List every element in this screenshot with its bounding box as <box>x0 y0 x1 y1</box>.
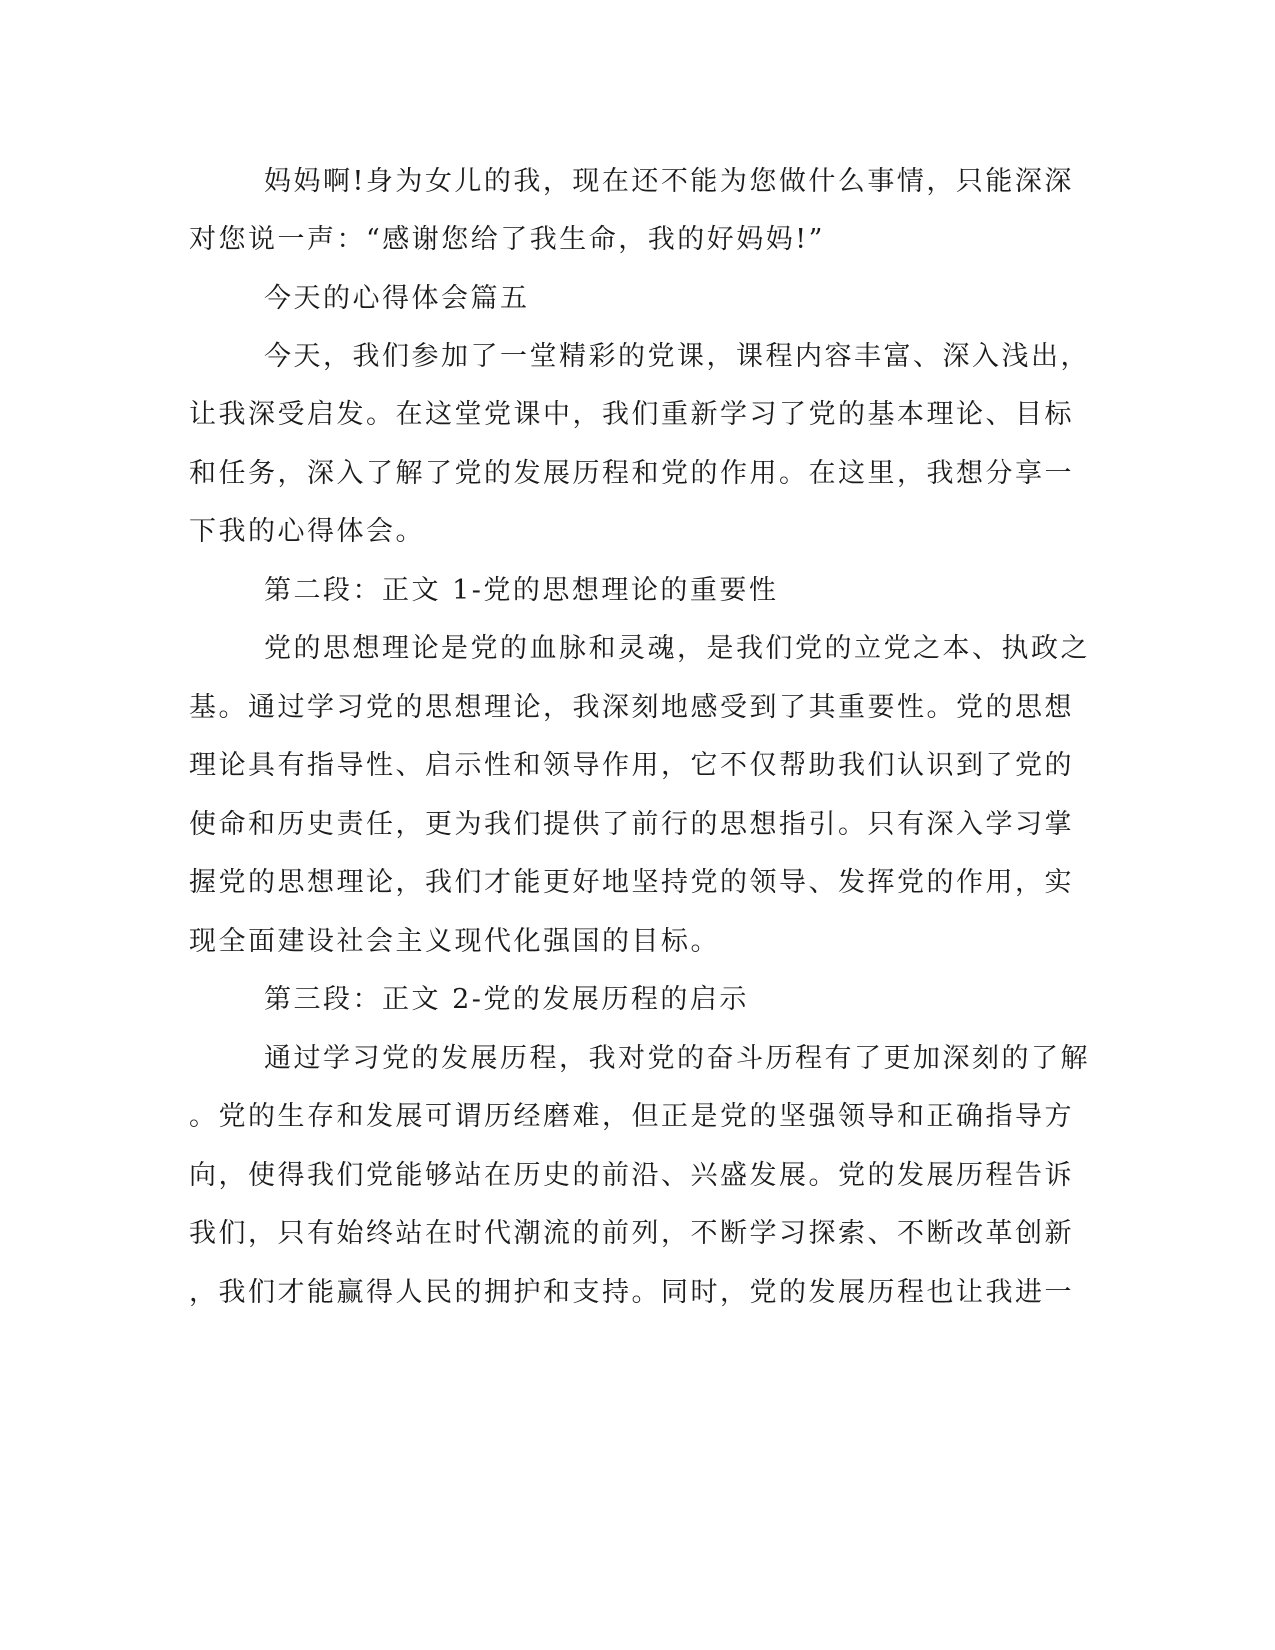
paragraph-line: 通过学习党的发展历程，我对党的奋斗历程有了更加深刻的了解 <box>264 1043 1090 1074</box>
paragraph-line: 下我的心得体会。 <box>189 516 425 547</box>
paragraph-line: 。党的生存和发展可谓历经磨难，但正是党的坚强领导和正确指导方 <box>189 1101 1074 1132</box>
paragraph-line: 让我深受启发。在这堂党课中，我们重新学习了党的基本理论、目标 <box>189 399 1074 430</box>
paragraph-line: ，我们才能赢得人民的拥护和支持。同时，党的发展历程也让我进一 <box>189 1277 1074 1308</box>
paragraph-line: 妈妈啊!身为女儿的我，现在还不能为您做什么事情，只能深深 <box>264 166 1074 197</box>
paragraph-line: 今天，我们参加了一堂精彩的党课，课程内容丰富、深入浅出， <box>264 341 1090 372</box>
paragraph-line: 现全面建设社会主义现代化强国的目标。 <box>189 926 720 957</box>
paragraph-line: 和任务，深入了解了党的发展历程和党的作用。在这里，我想分享一 <box>189 458 1074 489</box>
section-heading: 第二段：正文 1-党的思想理论的重要性 <box>264 575 779 606</box>
section-heading: 今天的心得体会篇五 <box>264 283 530 314</box>
paragraph-line: 握党的思想理论，我们才能更好地坚持党的领导、发挥党的作用，实 <box>189 867 1074 898</box>
paragraph-line: 理论具有指导性、启示性和领导作用，它不仅帮助我们认识到了党的 <box>189 750 1074 781</box>
paragraph-line: 向，使得我们党能够站在历史的前沿、兴盛发展。党的发展历程告诉 <box>189 1160 1074 1191</box>
paragraph-line: 我们，只有始终站在时代潮流的前列，不断学习探索、不断改革创新 <box>189 1218 1074 1249</box>
paragraph-line: 使命和历史责任，更为我们提供了前行的思想指引。只有深入学习掌 <box>189 809 1074 840</box>
section-heading: 第三段：正文 2-党的发展历程的启示 <box>264 984 749 1015</box>
paragraph-line: 基。通过学习党的思想理论，我深刻地感受到了其重要性。党的思想 <box>189 692 1074 723</box>
paragraph-line: 对您说一声：“感谢您给了我生命，我的好妈妈!” <box>189 224 825 255</box>
paragraph-line: 党的思想理论是党的血脉和灵魂，是我们党的立党之本、执政之 <box>264 633 1090 664</box>
